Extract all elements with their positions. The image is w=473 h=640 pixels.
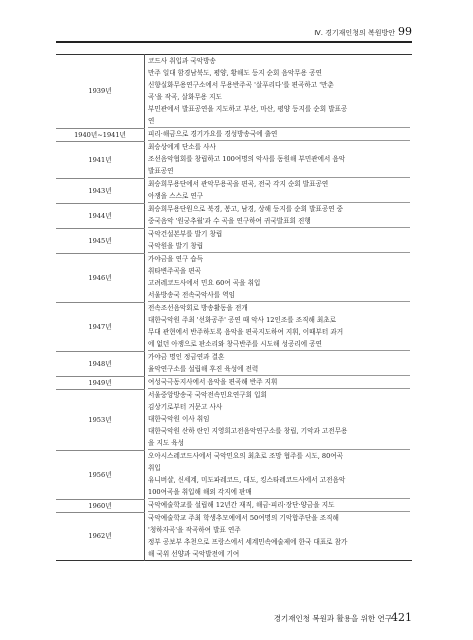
timeline-row xyxy=(56,499,412,512)
timeline-events xyxy=(145,512,413,561)
timeline-event-line: 최승희무용단원으로 북경, 봉고, 남경, 상해 등지를 순회 발표공연 중 xyxy=(148,205,344,213)
timeline-row xyxy=(56,512,412,561)
timeline-year: 1962년 xyxy=(56,512,145,561)
timeline-year: 1960년 xyxy=(56,499,145,512)
timeline-event-line: 오아시스레코드사에서 국악민요의 최초로 조망 협주를 시도, 80여곡 xyxy=(148,452,344,460)
timeline-event-line: 서울방송국 전속국악사를 역임 xyxy=(148,289,410,302)
timeline-event-line: 100여곡을 취입해 해외 각지에 판매 xyxy=(148,486,410,499)
timeline-year: 1956년 xyxy=(56,450,145,499)
timeline-event-line: 취타변주곡을 편곡 xyxy=(148,267,202,275)
timeline-year: 1947년 xyxy=(56,302,145,351)
timeline-event-line: 대한국악원 산하 란인 지영희고전음악연구소를 창립, 기악과 고전무용 xyxy=(148,427,348,435)
timeline-event-line: 전속조선음악회로 방송활동을 전개 xyxy=(148,304,248,312)
timeline-event-line: 국악예술학교를 설립해 12년간 재직, 해금·피리·장단·양금을 지도 xyxy=(148,499,410,512)
timeline-year: 1949년 xyxy=(56,376,145,389)
chronology-table xyxy=(56,54,412,561)
timeline-year: 1948년 xyxy=(56,351,145,376)
timeline-events xyxy=(145,376,413,389)
timeline-year: 1939년 xyxy=(56,55,145,129)
timeline-events xyxy=(145,499,413,512)
timeline-events xyxy=(145,128,413,141)
page-footer xyxy=(0,610,473,630)
timeline-event-line: 부민관에서 발표공연을 지도하고 부산, 마산, 평양 등지를 순회 발표공 xyxy=(148,105,348,113)
timeline-event-line: 취입 xyxy=(148,464,161,472)
timeline-year: 1940년~1941년 xyxy=(56,128,145,141)
timeline-year: 1943년 xyxy=(56,178,145,203)
timeline-event-line: 정부 공보부 추천으로 프랑스에서 세계민속예술제에 한국 대표로 참가 xyxy=(148,538,348,546)
timeline-year: 1946년 xyxy=(56,253,145,302)
timeline-row xyxy=(56,376,412,389)
timeline-row xyxy=(56,389,412,450)
timeline-row xyxy=(56,450,412,499)
timeline-event-line: 국악원을 발기 창립 xyxy=(148,240,410,253)
timeline-event-line: 가야금 명인 정금연과 결혼 xyxy=(148,353,225,361)
timeline-row xyxy=(56,228,412,253)
timeline-event-line: 연 xyxy=(148,115,410,128)
timeline-event-line: 코드사 취입과 국악방송 xyxy=(148,57,216,65)
timeline-events xyxy=(145,302,413,351)
timeline-event-line: 고려레코드사에서 민요 60여 곡을 취입 xyxy=(148,279,261,287)
timeline-event-line: 만주 일대 함경남북도, 평양, 황해도 등지 순회 음악무용 공연 xyxy=(148,69,322,77)
timeline-row xyxy=(56,302,412,351)
timeline-events xyxy=(145,228,413,253)
timeline-event-line: '청하자곡'을 작곡하여 발표 연주 xyxy=(148,526,241,534)
chapter-title: Ⅳ. 경기재인청의 복원방안 xyxy=(314,29,395,37)
timeline-events xyxy=(145,203,413,228)
timeline-event-line: 최승상에게 단소를 사사 xyxy=(148,143,216,151)
timeline-event-line: 신향실화무용연구소에서 무용반주곡 '살푸리다'를 편곡하고 '만춘 xyxy=(148,81,334,89)
timeline-row xyxy=(56,351,412,376)
header-page-number: 99 xyxy=(398,25,412,38)
timeline-event-line: 대한국악원 주최 '선화공주' 공연 때 악사 12인조를 조직해 최초로 xyxy=(148,316,337,324)
timeline-row xyxy=(56,128,412,141)
timeline-event-line: 국악예술학교 주최 학생추모예에서 50여명의 기악합주단을 조직해 xyxy=(148,514,339,522)
timeline-row xyxy=(56,178,412,203)
timeline-events xyxy=(145,450,413,499)
timeline-event-line: 을 지도 육성 xyxy=(148,437,410,450)
timeline-event-line: 여성국극동지사에서 음악을 편곡해 반주 지휘 xyxy=(148,376,410,389)
timeline-event-line: 대한국악원 이사 취임 xyxy=(148,415,210,423)
header-rule xyxy=(56,41,412,43)
timeline-event-line: 아쟁을 스스로 연구 xyxy=(148,190,410,203)
timeline-event-line: 중국음악 '원궁추월'과 수 곡을 연구하여 귀국발표회 진행 xyxy=(148,215,410,228)
timeline-row xyxy=(56,253,412,302)
timeline-event-line: 발표공연 xyxy=(148,165,410,178)
timeline-event-line: 서울중앙방송국 국악전속민요연구회 입회 xyxy=(148,391,267,399)
timeline-row xyxy=(56,203,412,228)
timeline-event-line: 국악건설본부를 발기 창립 xyxy=(148,230,223,238)
timeline-event-line: 무대 관현에서 반주하도록 음악을 편곡지도하여 지휘, 이때부터 과거 xyxy=(148,328,344,336)
timeline-year: 1944년 xyxy=(56,203,145,228)
timeline-year: 1941년 xyxy=(56,141,145,178)
timeline-events xyxy=(145,55,413,129)
timeline-event-line: 유니버샬, 신세계, 미도파레코드, 대도, 킹스타레코드사에서 고전음악 xyxy=(148,476,346,484)
timeline-events xyxy=(145,141,413,178)
timeline-year: 1945년 xyxy=(56,228,145,253)
timeline-event-line: 곡'을 작곡, 살화무용 지도 xyxy=(148,93,222,101)
timeline-row xyxy=(56,55,412,129)
timeline-events xyxy=(145,253,413,302)
timeline-event-line: 김상기로부터 거문고 사사 xyxy=(148,403,223,411)
timeline-event-line: 해 국위 선양과 국악발전에 기여 xyxy=(148,550,240,558)
timeline-event-line: 피리·해금으로 경기가요를 경성방송국에 출연 xyxy=(148,128,410,141)
timeline-event-line: 가야금을 연구 습득 xyxy=(148,255,204,263)
timeline-events xyxy=(145,389,413,450)
timeline-event-line: 율악연구소를 설립해 후진 육성에 전력 xyxy=(148,363,410,376)
timeline-event-line: 최승희무용단에서 관악무용곡을 편곡, 전국 각지 순회 발표공연 xyxy=(148,180,329,188)
timeline-events xyxy=(145,178,413,203)
timeline-event-line: 조선음악협회를 창립하고 100여명의 악사를 동원해 부민관에서 음악 xyxy=(148,155,346,163)
timeline-year: 1953년 xyxy=(56,389,145,450)
book-title: 경기재인청 복원과 활용을 위한 연구 xyxy=(273,614,392,623)
timeline-events xyxy=(145,351,413,376)
timeline-event-line: 에 없던 아쟁으로 판소리와 창극반주를 시도해 성공리에 공연 xyxy=(148,338,410,351)
footer-page-number: 421 xyxy=(391,611,412,624)
timeline-row xyxy=(56,141,412,178)
page-header xyxy=(0,26,473,46)
